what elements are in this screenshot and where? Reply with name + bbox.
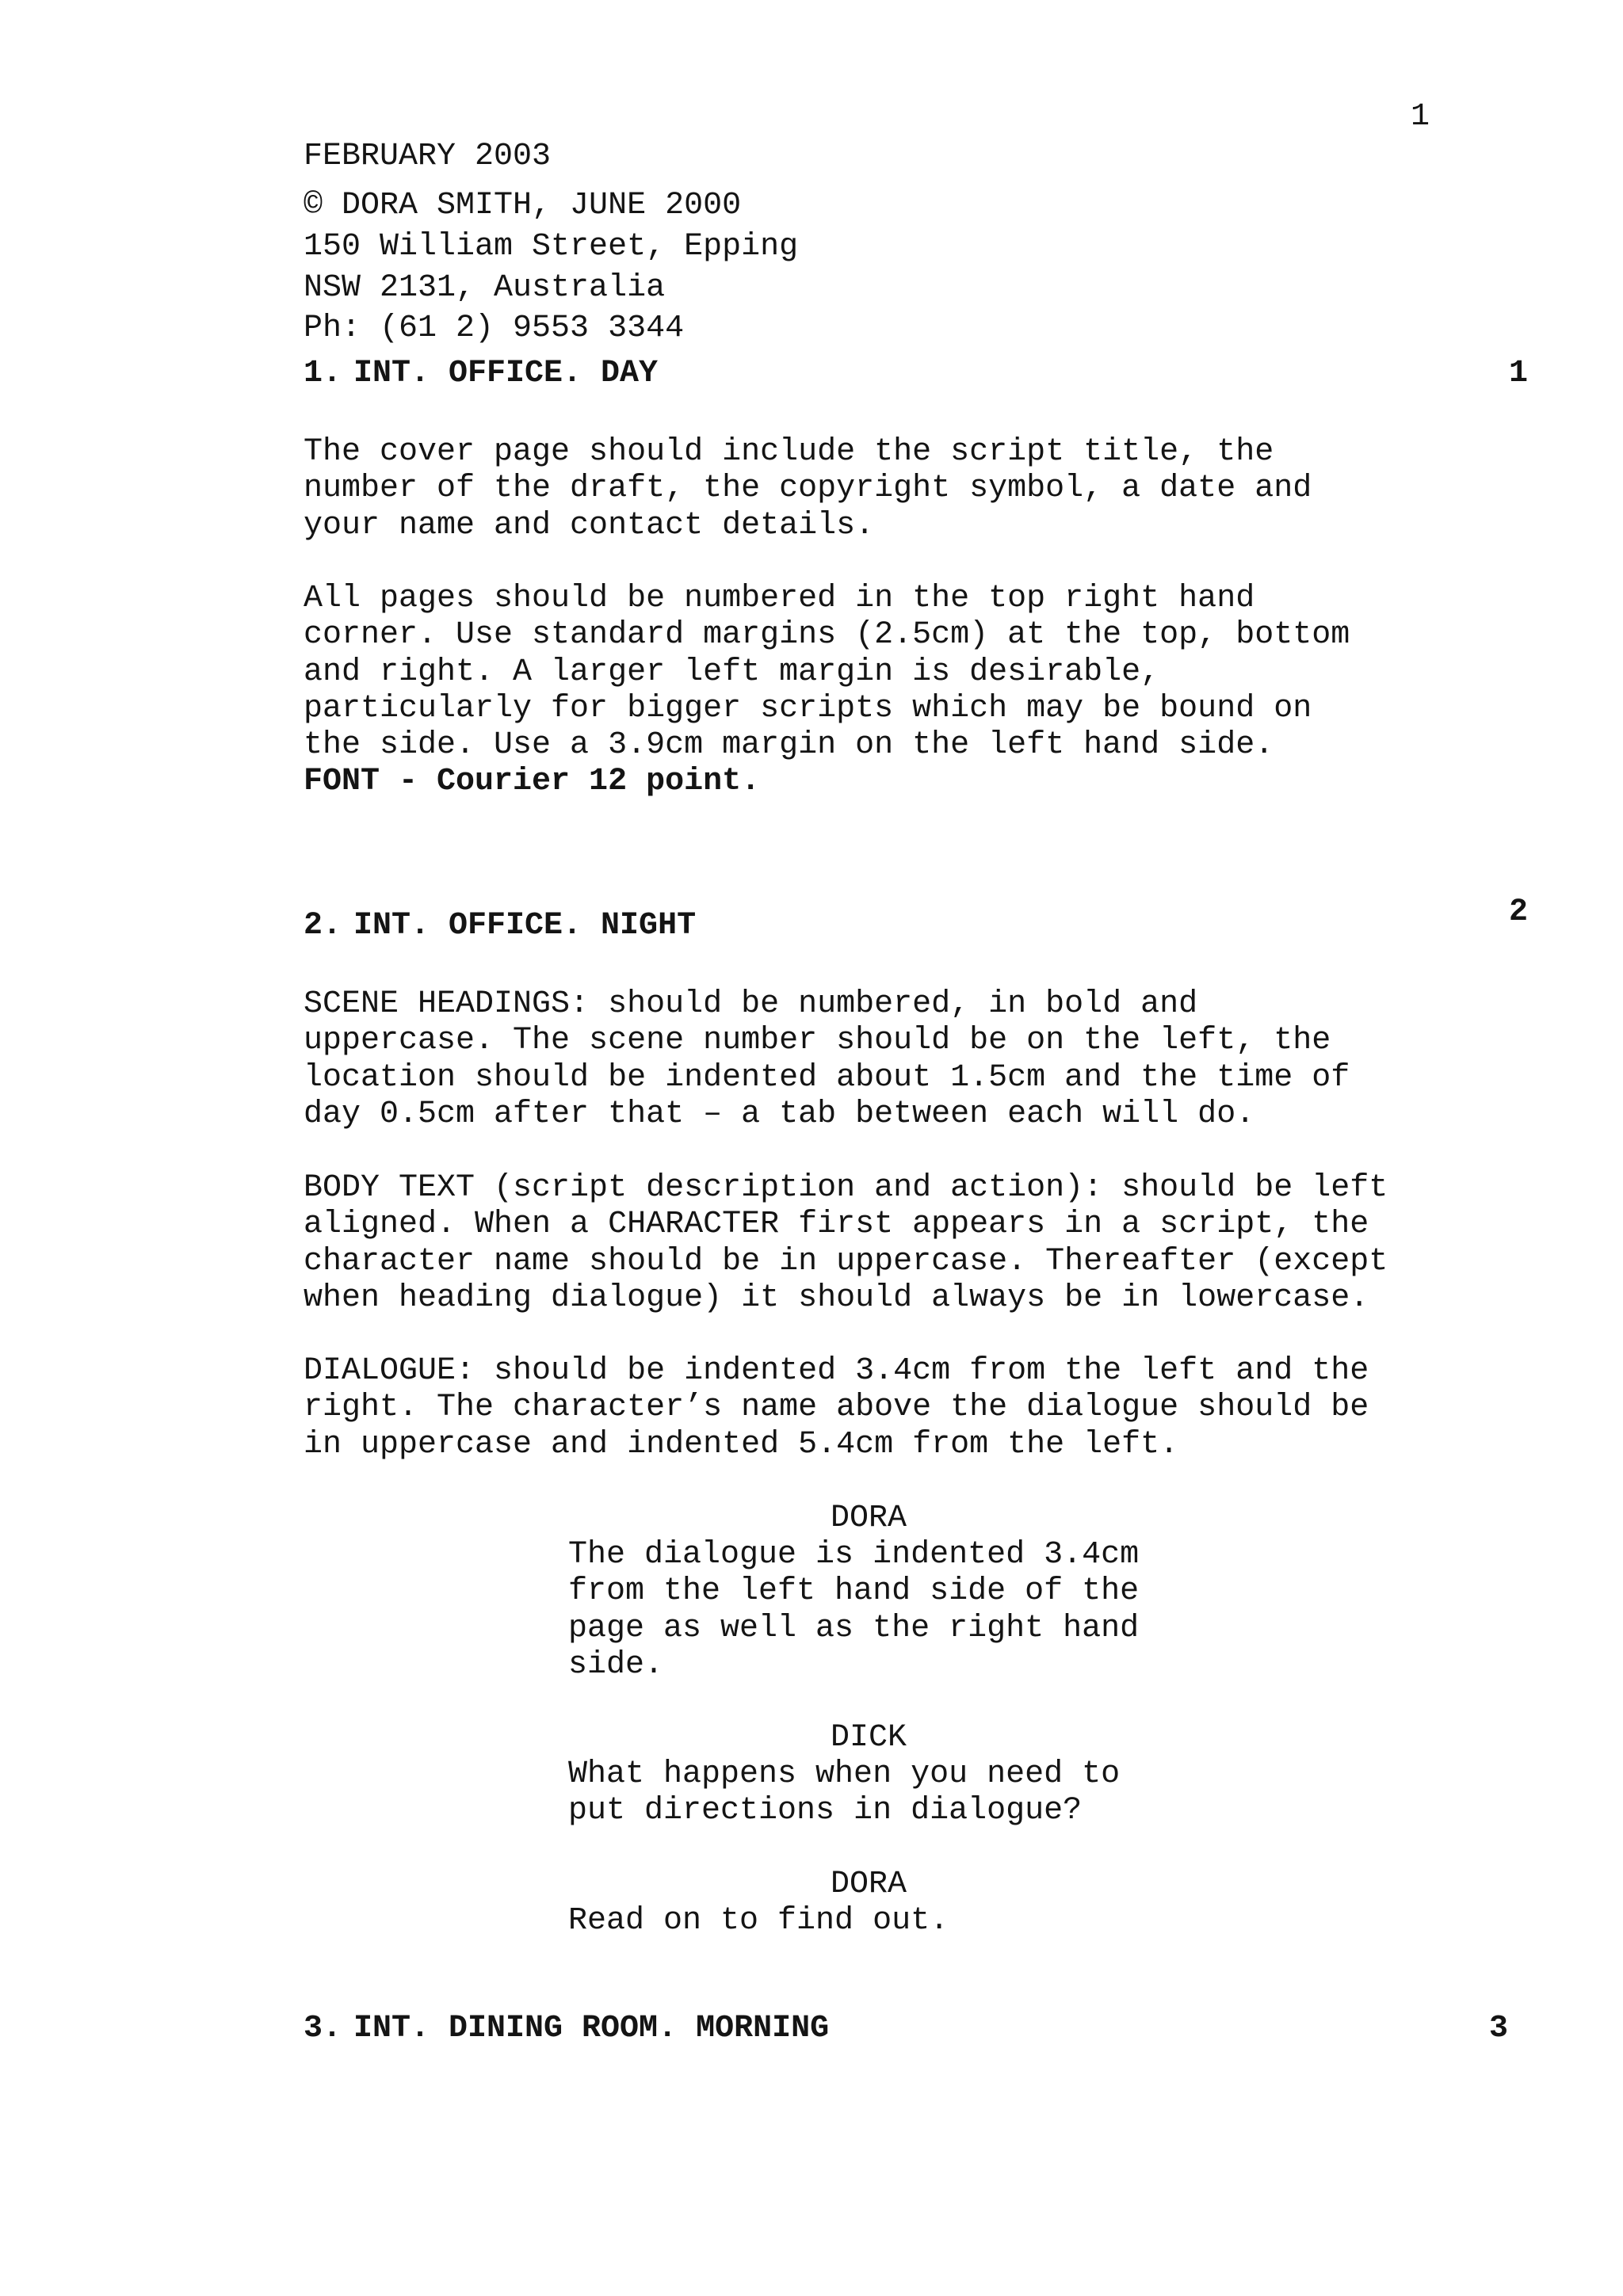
dialogue-line: Read on to find out. [568,1903,949,1939]
header-address-line1: 150 William Street, Epping [304,229,799,265]
scene-heading-text: INT. OFFICE. DAY [353,356,659,391]
body-paragraph: BODY TEXT (script description and action): should be left aligned. When a CHARACTER first appears in a script, the character name should be in uppercase. Thereafter (except when heading dialogue) it should always be in lowercase. [304,1170,1388,1316]
page-number: 1 [1411,99,1430,135]
scene-heading-text: INT. OFFICE. NIGHT [353,908,697,944]
character-name: DORA [831,1867,907,1902]
body-paragraph: DIALOGUE: should be indented 3.4cm from the left and the right. The character’s name above the dialogue should be in uppercase and indented 5.4cm from the left. [304,1353,1369,1463]
scene-number: 2. [304,908,342,944]
font-note: FONT - Courier 12 point. [304,764,761,799]
scene-heading-text: INT. DINING ROOM. MORNING [353,2011,830,2046]
scene-side-number: 1 [1508,356,1528,391]
dialogue-line: What happens when you need to put directions in dialogue? [568,1756,1121,1829]
header-phone: Ph: (61 2) 9553 3344 [304,311,685,346]
header-date: FEBRUARY 2003 [304,139,552,174]
body-paragraph: The cover page should include the script title, the number of the draft, the copyright symbol, a date and your name and contact details. [304,434,1312,543]
dialogue-line: The dialogue is indented 3.4cm from the left hand side of the page as well as the right hand side. [568,1537,1140,1683]
header-address-line2: NSW 2131, Australia [304,270,666,306]
body-paragraph: SCENE HEADINGS: should be numbered, in bold and uppercase. The scene number should be on the left, the location should be indented about 1.5cm and the time of day 0.5cm after that – a tab between each will do. [304,986,1350,1132]
character-name: DICK [831,1720,907,1756]
body-paragraph: All pages should be numbered in the top right hand corner. Use standard margins (2.5cm) at the top, bottom and right. A larger left margin is desirable, particularly for bigger scripts which may be bound on the side. Use a 3.9cm margin on the left hand side. [304,581,1350,764]
character-name: DORA [831,1501,907,1536]
scene-heading-1 [304,353,1540,395]
scene-side-number: 3 [1488,2011,1508,2046]
scene-heading-3 [304,2008,1540,2050]
scene-side-number: 2 [1508,894,1528,930]
scene-heading-2 [304,894,1540,947]
scene-number: 3. [304,2011,342,2046]
scene-number: 1. [304,356,342,391]
header-copyright: © DORA SMITH, JUNE 2000 [304,188,742,223]
